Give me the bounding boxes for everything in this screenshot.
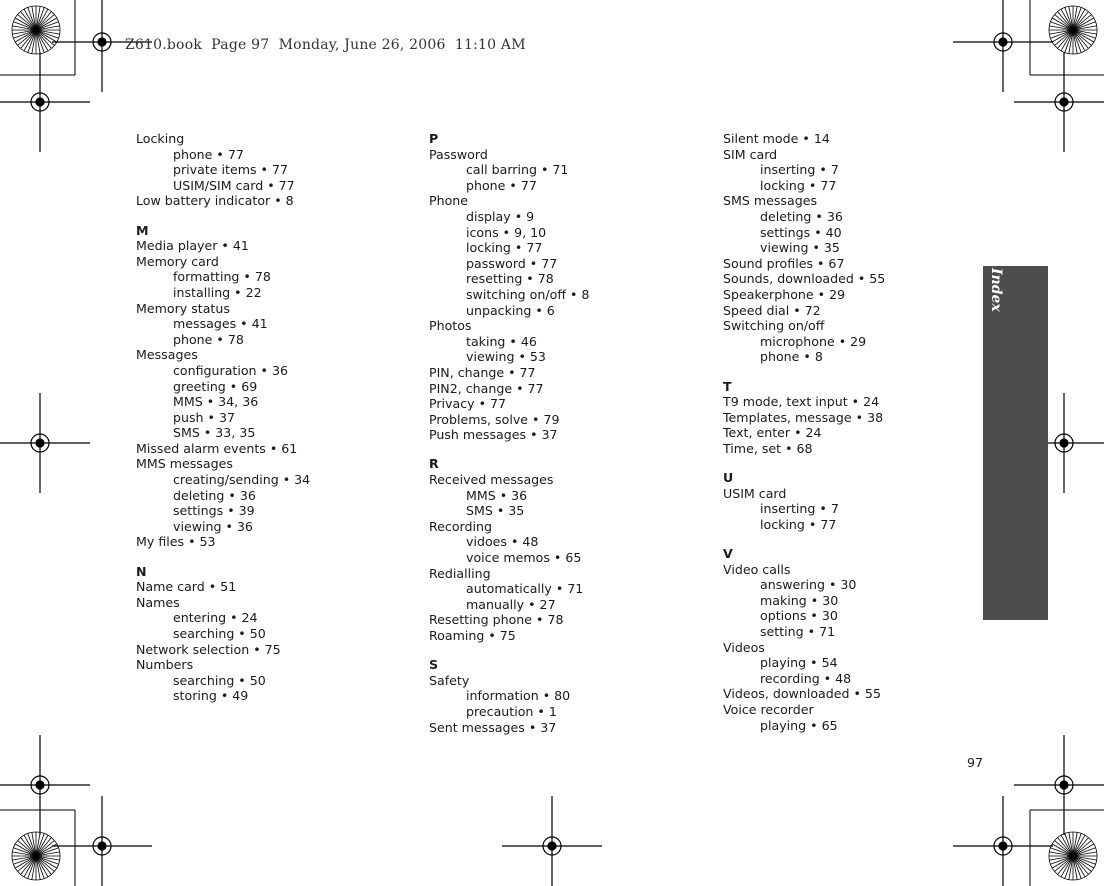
index-subentry: USIM/SIM card • 77: [173, 177, 295, 193]
page-number: 97: [967, 755, 984, 770]
index-subentry: inserting • 7: [760, 162, 839, 178]
index-entry: Videos, downloaded • 55: [723, 686, 881, 702]
index-subentry: MMS • 34, 36: [173, 394, 259, 410]
index-column-left: [136, 131, 310, 704]
index-entry: Silent mode • 14: [723, 131, 830, 146]
index-entry: Speakerphone • 29: [723, 286, 846, 302]
index-entry: Sounds, downloaded • 55: [723, 271, 886, 287]
index-subentry: unpacking • 6: [466, 302, 555, 318]
index-entry: Low battery indicator • 8: [136, 193, 294, 209]
index-subentry: MMS • 36: [466, 487, 528, 503]
index-subentry: answering • 30: [760, 577, 857, 593]
index-entry: Name card • 51: [136, 579, 237, 595]
index-entry: SIM card: [723, 146, 778, 162]
index-subentry: SMS • 33, 35: [173, 425, 256, 441]
index-subentry: playing • 65: [760, 717, 838, 733]
index-subentry: manually • 27: [466, 596, 556, 612]
index-subentry: viewing • 36: [173, 518, 253, 534]
index-entry: Time, set • 68: [723, 440, 813, 456]
index-subentry: locking • 77: [760, 177, 837, 193]
index-subentry: voice memos • 65: [466, 550, 582, 566]
running-header: Z610.book Page 97 Monday, June 26, 2006 11:10 AM: [125, 37, 526, 53]
index-subentry: entering • 24: [173, 610, 258, 626]
index-entry: Speed dial • 72: [723, 302, 821, 318]
index-subentry: greeting • 69: [173, 378, 258, 394]
index-subentry: vidoes • 48: [466, 534, 539, 550]
index-subentry: viewing • 35: [760, 240, 840, 256]
index-subentry: private items • 77: [173, 162, 289, 178]
index-subentry: recording • 48: [760, 670, 852, 686]
index-subentry: phone • 77: [466, 177, 537, 193]
index-entry: Switching on/off: [723, 318, 825, 334]
index-tab-label: Index: [988, 268, 1004, 312]
index-letter-heading: S: [429, 657, 439, 673]
index-letter-heading: P: [429, 131, 439, 146]
index-entry: Safety: [429, 672, 470, 688]
index-subentry: storing • 49: [173, 688, 249, 704]
registration-mark: [953, 0, 1053, 92]
index-entry: SMS messages: [723, 193, 818, 209]
index-letter-heading: T: [723, 378, 732, 394]
index-entry: My files • 53: [136, 534, 216, 550]
index-column-right: [723, 131, 885, 733]
index-entry: Media player • 41: [136, 238, 249, 254]
index-subentry: settings • 39: [173, 503, 255, 519]
registration-mark: [1014, 735, 1104, 835]
index-subentry: automatically • 71: [466, 581, 584, 597]
index-subentry: SMS • 35: [466, 503, 525, 519]
index-entry: Received messages: [429, 472, 554, 488]
index-letter-heading: M: [136, 222, 149, 238]
index-entry: Memory status: [136, 300, 230, 316]
index-subentry: configuration • 36: [173, 362, 288, 378]
index-entry: PIN2, change • 77: [429, 380, 544, 396]
index-entry: MMS messages: [136, 456, 233, 472]
index-subentry: locking • 77: [760, 516, 837, 532]
index-subentry: locking • 77: [466, 240, 543, 256]
index-subentry: phone • 8: [760, 349, 823, 365]
index-entry: Locking: [136, 131, 185, 146]
index-subentry: installing • 22: [173, 284, 262, 300]
index-entry: Password: [429, 146, 488, 162]
index-subentry: taking • 46: [466, 333, 537, 349]
index-entry: PIN, change • 77: [429, 364, 536, 380]
index-entry: Privacy • 77: [429, 396, 507, 412]
index-subentry: inserting • 7: [760, 501, 839, 517]
registration-mark: [502, 796, 602, 886]
index-subentry: deleting • 36: [760, 208, 843, 224]
index-subentry: call barring • 71: [466, 162, 569, 178]
registration-mark: [0, 735, 90, 835]
index-subentry: making • 30: [760, 592, 839, 608]
index-entry: Text, enter • 24: [723, 425, 822, 441]
index-entry: Messages: [136, 347, 198, 363]
registration-mark: [0, 52, 90, 152]
index-subentry: setting • 71: [760, 624, 836, 639]
index-subentry: precaution • 1: [466, 703, 557, 719]
index-subentry: resetting • 78: [466, 271, 554, 287]
index-entry: Videos: [723, 639, 765, 655]
index-subentry: information • 80: [466, 688, 571, 704]
index-entry: T9 mode, text input • 24: [723, 394, 880, 410]
index-entry: Voice recorder: [723, 701, 814, 717]
index-letter-heading: V: [723, 546, 733, 562]
index-entry: Templates, message • 38: [723, 409, 884, 425]
index-subentry: settings • 40: [760, 224, 842, 240]
index-subentry: phone • 78: [173, 331, 244, 347]
index-subentry: display • 9: [466, 208, 535, 224]
index-subentry: playing • 54: [760, 655, 838, 671]
index-entry: Video calls: [723, 561, 791, 577]
index-subentry: icons • 9, 10: [466, 224, 547, 240]
index-letter-heading: R: [429, 456, 439, 472]
index-entry: Sent messages • 37: [429, 719, 557, 735]
index-subentry: searching • 50: [173, 626, 266, 641]
index-entry: Roaming • 75: [429, 628, 516, 643]
registration-mark: [0, 393, 90, 493]
index-entry: Missed alarm events • 61: [136, 440, 298, 456]
index-subentry: searching • 50: [173, 672, 266, 688]
index-entry: Photos: [429, 318, 472, 334]
index-entry: Resetting phone • 78: [429, 612, 564, 628]
index-letter-heading: N: [136, 563, 147, 579]
index-column-middle: [429, 131, 589, 735]
index-entry: Recording: [429, 518, 492, 534]
index-subentry: deleting • 36: [173, 487, 256, 503]
index-subentry: viewing • 53: [466, 349, 546, 365]
index-entry: Network selection • 75: [136, 641, 281, 657]
index-entry: Push messages • 37: [429, 427, 558, 443]
index-entry: Phone: [429, 193, 469, 209]
index-entry: Redialling: [429, 565, 491, 581]
index-subentry: switching on/off • 8: [466, 286, 590, 302]
index-side-tab: [983, 266, 1048, 620]
index-subentry: options • 30: [760, 608, 838, 624]
index-subentry: microphone • 29: [760, 333, 867, 349]
index-entry: Numbers: [136, 657, 194, 673]
index-subentry: creating/sending • 34: [173, 472, 311, 488]
index-subentry: messages • 41: [173, 316, 268, 332]
index-subentry: formatting • 78: [173, 269, 271, 285]
index-letter-heading: U: [723, 470, 734, 486]
index-entry: Memory card: [136, 253, 219, 269]
registration-mark: [1014, 52, 1104, 152]
index-entry: Names: [136, 594, 180, 610]
index-entry: Sound profiles • 67: [723, 255, 845, 271]
index-entry: USIM card: [723, 485, 787, 501]
index-subentry: password • 77: [466, 255, 558, 271]
index-subentry: push • 37: [173, 409, 235, 425]
index-subentry: phone • 77: [173, 146, 244, 162]
index-entry: Problems, solve • 79: [429, 411, 560, 427]
